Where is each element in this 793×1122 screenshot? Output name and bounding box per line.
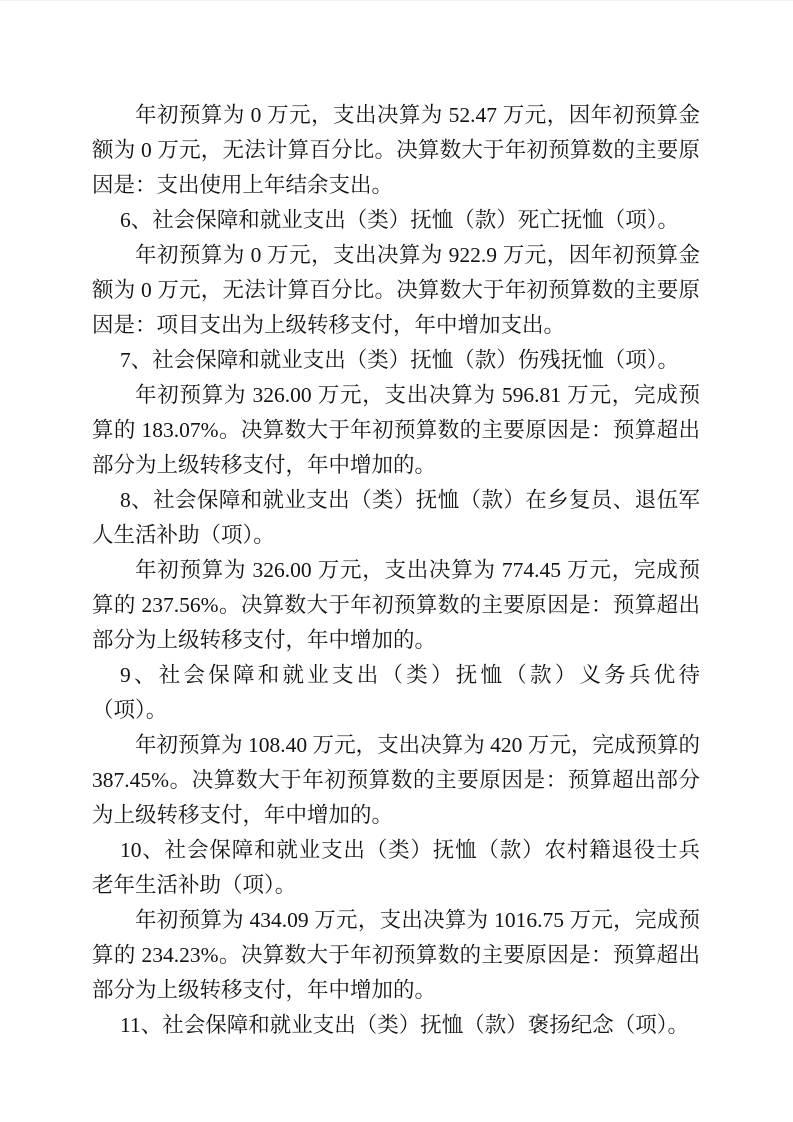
body-paragraph: 年初预算为 0 万元，支出决算为 52.47 万元，因年初预算金额为 0 万元，无法计算百分比。决算数大于年初预算数的主要原因是：支出使用上年结余支出。: [92, 103, 700, 197]
body-paragraph: 年初预算为 326.00 万元，支出决算为 596.81 万元，完成预算的 183.07%。决算数大于年初预算数的主要原因是：预算超出部分为上级转移支付，年中增加的。: [92, 383, 700, 477]
body-paragraph: 年初预算为 326.00 万元，支出决算为 774.45 万元，完成预算的 237.56%。决算数大于年初预算数的主要原因是：预算超出部分为上级转移支付，年中增加的。: [92, 558, 700, 652]
section-heading: 11、社会保障和就业支出（类）抚恤（款）褒扬纪念（项）。: [120, 1013, 689, 1037]
document-body: [92, 98, 700, 1043]
body-paragraph: 年初预算为 0 万元，支出决算为 922.9 万元，因年初预算金额为 0 万元，无法计算百分比。决算数大于年初预算数的主要原因是：项目支出为上级转移支付，年中增加支出。: [92, 243, 700, 337]
section-heading: 9、社会保障和就业支出（类）抚恤（款）义务兵优待（项）。: [92, 663, 700, 722]
section-heading: 8、社会保障和就业支出（类）抚恤（款）在乡复员、退伍军人生活补助（项）。: [92, 488, 700, 547]
section-heading: 7、社会保障和就业支出（类）抚恤（款）伤残抚恤（项）。: [120, 348, 680, 372]
body-paragraph: 年初预算为 434.09 万元，支出决算为 1016.75 万元，完成预算的 234.23%。决算数大于年初预算数的主要原因是：预算超出部分为上级转移支付，年中增加的。: [92, 908, 700, 1002]
section-heading: 6、社会保障和就业支出（类）抚恤（款）死亡抚恤（项）。: [120, 208, 680, 232]
body-paragraph: 年初预算为 108.40 万元，支出决算为 420 万元，完成预算的 387.45%。决算数大于年初预算数的主要原因是：预算超出部分为上级转移支付，年中增加的。: [92, 733, 700, 827]
section-heading: 10、社会保障和就业支出（类）抚恤（款）农村籍退役士兵老年生活补助（项）。: [92, 838, 700, 897]
